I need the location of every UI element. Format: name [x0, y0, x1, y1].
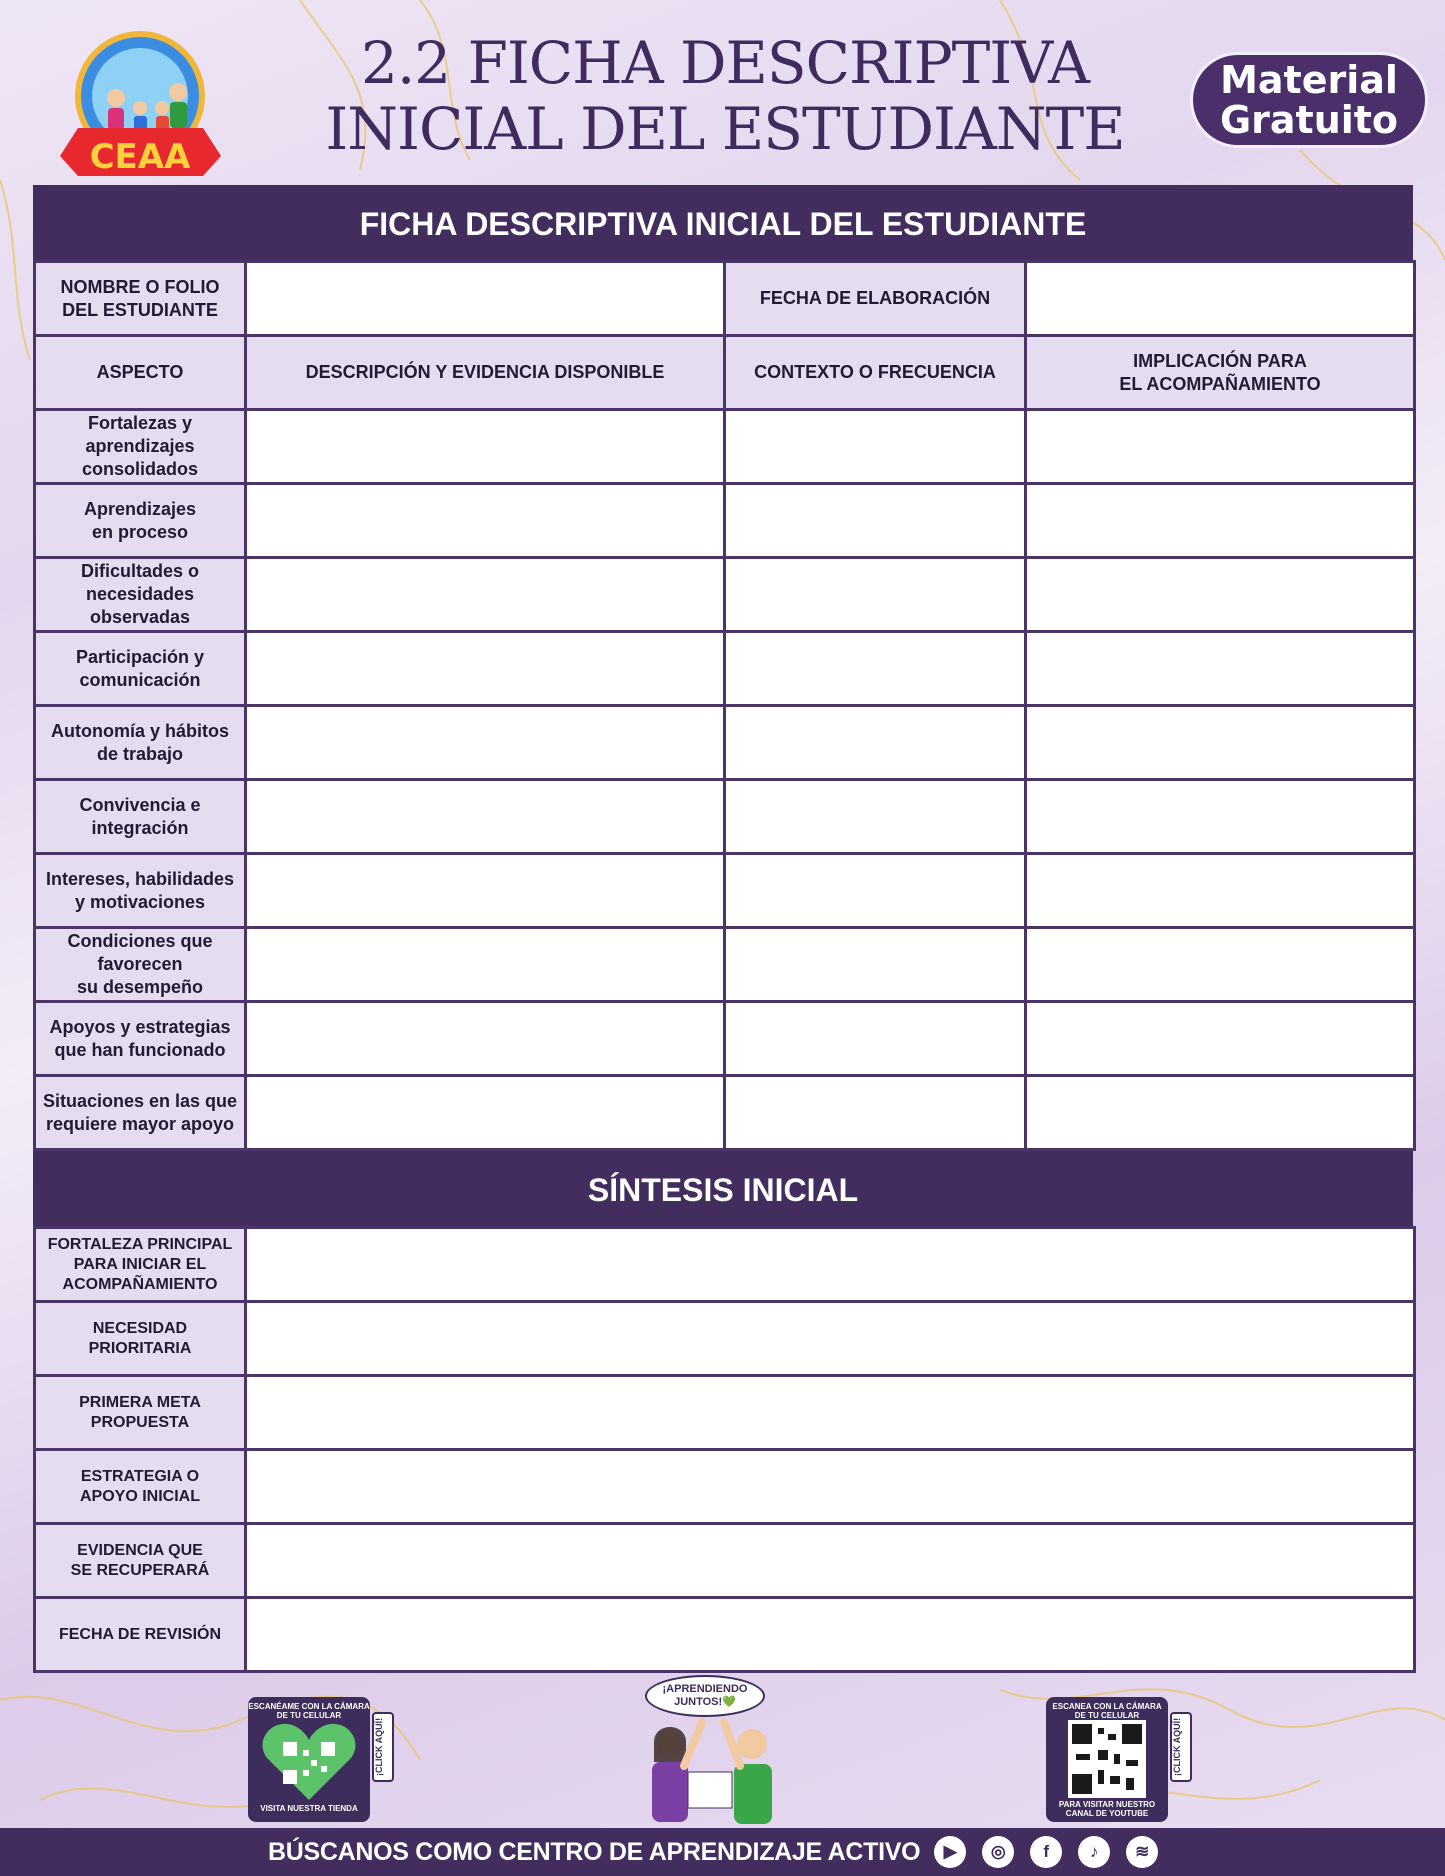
context-cell[interactable]	[725, 780, 1026, 854]
description-cell[interactable]	[246, 854, 725, 928]
col-header-description: DESCRIPCIÓN Y EVIDENCIA DISPONIBLE	[246, 336, 725, 410]
free-material-badge	[1190, 52, 1428, 148]
youtube-qr-footer: PARA VISITAR NUESTRO CANAL DE YOUTUBE	[1058, 1800, 1156, 1818]
synthesis-field[interactable]	[246, 1598, 1415, 1672]
title-line-1: 2.2 FICHA DESCRIPTIVA	[360, 29, 1090, 97]
qr-code-icon	[1068, 1720, 1146, 1798]
implication-cell[interactable]	[1026, 632, 1415, 706]
implication-cell[interactable]	[1026, 854, 1415, 928]
aspect-label: Condiciones que favorecen su desempeño	[35, 928, 246, 1002]
click-here-tab-left[interactable]: ¡CLICK AQUÍ!	[372, 1712, 394, 1782]
aspect-row	[35, 484, 1415, 558]
instagram-icon[interactable]: ◎	[982, 1836, 1014, 1868]
col-header-aspect: ASPECTO	[35, 336, 246, 410]
page-title	[300, 30, 1150, 162]
synthesis-row	[35, 1450, 1415, 1524]
synthesis-row	[35, 1228, 1415, 1302]
form-title-band: FICHA DESCRIPTIVA INICIAL DEL ESTUDIANTE	[33, 185, 1413, 260]
aspect-label: Dificultades o necesidades observadas	[35, 558, 246, 632]
aspect-label: Convivencia e integración	[35, 780, 246, 854]
aspect-row	[35, 1076, 1415, 1150]
date-field[interactable]	[1026, 262, 1415, 336]
synthesis-row	[35, 1524, 1415, 1598]
footer-bar	[0, 1828, 1445, 1876]
aspect-row	[35, 558, 1415, 632]
badge-line-1: Material	[1220, 58, 1398, 102]
store-qr-footer: VISITA NUESTRA TIENDA	[260, 1804, 358, 1813]
synthesis-label: ESTRATEGIA O APOYO INICIAL	[35, 1450, 246, 1524]
description-cell[interactable]	[246, 558, 725, 632]
column-header-row	[35, 336, 1415, 410]
aspect-row	[35, 928, 1415, 1002]
youtube-qr-card[interactable]	[1046, 1697, 1168, 1822]
synthesis-field[interactable]	[246, 1228, 1415, 1302]
aspect-label: Fortalezas y aprendizajes consolidados	[35, 410, 246, 484]
synthesis-row	[35, 1598, 1415, 1672]
implication-cell[interactable]	[1026, 1076, 1415, 1150]
synthesis-title-band: SÍNTESIS INICIAL	[33, 1151, 1413, 1226]
facebook-icon[interactable]: f	[1030, 1836, 1062, 1868]
aspect-label: Participación y comunicación	[35, 632, 246, 706]
implication-cell[interactable]	[1026, 484, 1415, 558]
synthesis-label: EVIDENCIA QUE SE RECUPERARÁ	[35, 1524, 246, 1598]
social-icons	[934, 1836, 1158, 1868]
context-cell[interactable]	[725, 410, 1026, 484]
aspect-label: Autonomía y hábitos de trabajo	[35, 706, 246, 780]
synthesis-field[interactable]	[246, 1302, 1415, 1376]
click-here-tab-right[interactable]: ¡CLICK AQUÍ!	[1170, 1712, 1192, 1782]
synthesis-field[interactable]	[246, 1450, 1415, 1524]
title-line-2: INICIAL DEL ESTUDIANTE	[325, 95, 1125, 163]
description-cell[interactable]	[246, 780, 725, 854]
aspect-label: Apoyos y estrategias que han funcionado	[35, 1002, 246, 1076]
youtube-qr-caption: ESCANEA CON LA CÁMARA DE TU CELULAR	[1052, 1702, 1162, 1720]
description-cell[interactable]	[246, 1076, 725, 1150]
tiktok-icon[interactable]: ♪	[1078, 1836, 1110, 1868]
implication-cell[interactable]	[1026, 780, 1415, 854]
aspect-row	[35, 632, 1415, 706]
student-form	[33, 185, 1413, 1673]
learning-together-bubble: ¡APRENDIENDO JUNTOS!💚	[645, 1675, 765, 1717]
implication-cell[interactable]	[1026, 928, 1415, 1002]
context-cell[interactable]	[725, 1076, 1026, 1150]
synthesis-label: PRIMERA META PROPUESTA	[35, 1376, 246, 1450]
aspect-row	[35, 1002, 1415, 1076]
synthesis-field[interactable]	[246, 1376, 1415, 1450]
synthesis-field[interactable]	[246, 1524, 1415, 1598]
synthesis-label: FORTALEZA PRINCIPAL PARA INICIAR EL ACOMPAÑAMIENTO	[35, 1228, 246, 1302]
badge-line-2: Gratuito	[1219, 98, 1399, 142]
implication-cell[interactable]	[1026, 1002, 1415, 1076]
spotify-icon[interactable]: ≋	[1126, 1836, 1158, 1868]
col-header-implication: IMPLICACIÓN PARA EL ACOMPAÑAMIENTO	[1026, 336, 1415, 410]
context-cell[interactable]	[725, 928, 1026, 1002]
context-cell[interactable]	[725, 1002, 1026, 1076]
description-cell[interactable]	[246, 484, 725, 558]
store-qr-caption: ESCANÉAME CON LA CÁMARA DE TU CELULAR	[248, 1702, 370, 1720]
synthesis-label: NECESIDAD PRIORITARIA	[35, 1302, 246, 1376]
aspect-row	[35, 410, 1415, 484]
name-label: NOMBRE O FOLIO DEL ESTUDIANTE	[35, 262, 246, 336]
footer-search-text: BÚSCANOS COMO CENTRO DE APRENDIZAJE ACTIVO	[268, 1837, 921, 1866]
implication-cell[interactable]	[1026, 410, 1415, 484]
context-cell[interactable]	[725, 558, 1026, 632]
description-cell[interactable]	[246, 1002, 725, 1076]
aspect-row	[35, 780, 1415, 854]
descriptive-table	[33, 260, 1416, 1151]
date-label: FECHA DE ELABORACIÓN	[725, 262, 1026, 336]
ceaa-logo	[58, 28, 223, 178]
context-cell[interactable]	[725, 706, 1026, 780]
implication-cell[interactable]	[1026, 558, 1415, 632]
context-cell[interactable]	[725, 484, 1026, 558]
teachers-illustration	[640, 1712, 790, 1827]
aspect-row	[35, 706, 1415, 780]
logo-text: CEAA	[89, 137, 191, 177]
name-field[interactable]	[246, 262, 725, 336]
synthesis-row	[35, 1302, 1415, 1376]
synthesis-label: FECHA DE REVISIÓN	[35, 1598, 246, 1672]
description-cell[interactable]	[246, 632, 725, 706]
student-info-row	[35, 262, 1415, 336]
synthesis-row	[35, 1376, 1415, 1450]
context-cell[interactable]	[725, 632, 1026, 706]
col-header-context: CONTEXTO O FRECUENCIA	[725, 336, 1026, 410]
implication-cell[interactable]	[1026, 706, 1415, 780]
aspect-label: Intereses, habilidades y motivaciones	[35, 854, 246, 928]
description-cell[interactable]	[246, 928, 725, 1002]
synthesis-table	[33, 1226, 1416, 1673]
description-cell[interactable]	[246, 410, 725, 484]
context-cell[interactable]	[725, 854, 1026, 928]
aspect-row	[35, 854, 1415, 928]
youtube-icon[interactable]: ▶	[934, 1836, 966, 1868]
aspect-label: Aprendizajes en proceso	[35, 484, 246, 558]
aspect-label: Situaciones en las que requiere mayor apoyo	[35, 1076, 246, 1150]
heart-qr-icon	[261, 1720, 357, 1802]
store-qr-card[interactable]	[248, 1697, 370, 1822]
description-cell[interactable]	[246, 706, 725, 780]
